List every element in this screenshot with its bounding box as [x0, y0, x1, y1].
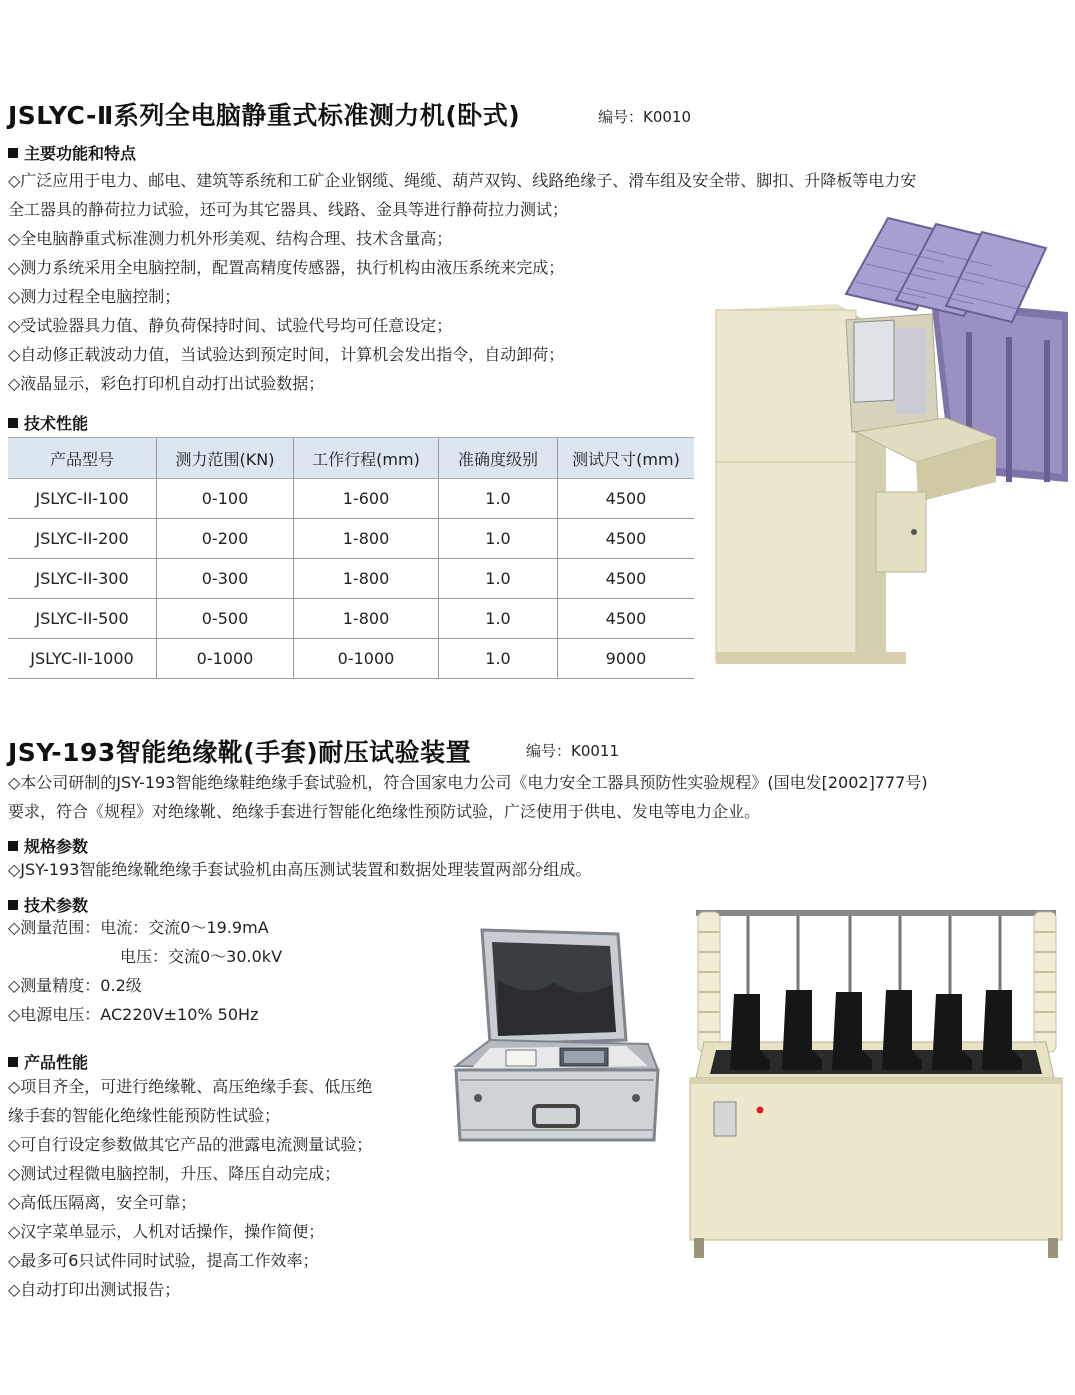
section2-title: JSY-193智能绝缘靴(手套)耐压试验装置: [8, 738, 472, 767]
feature-line: ◇液晶显示，彩色打印机自动打出试验数据；: [8, 374, 325, 393]
feature-line: ◇全电脑静重式标准测力机外形美观、结构合理、技术含量高；: [8, 229, 453, 248]
feature-line: ◇广泛应用于电力、邮电、建筑等系统和工矿企业钢缆、绳缆、葫芦双钩、线路绝缘子、滑车组及安全带、脚扣、升降板等电力安: [8, 171, 917, 190]
section1-tech-heading: 技术性能: [8, 411, 88, 434]
table-cell: 0-100: [157, 479, 294, 519]
table-row: [8, 479, 694, 519]
table-row: [8, 559, 694, 599]
table-cell: 1.0: [439, 519, 558, 559]
section2-tech-heading: 技术参数: [8, 893, 88, 916]
table-header-row: [8, 438, 694, 479]
feature-line: ◇受试验器具力值、静负荷保持时间、试验代号均可任意设定；: [8, 316, 453, 335]
perf-line: ◇汉字菜单显示，人机对话操作，操作简便；: [8, 1222, 325, 1241]
table-cell: 0-200: [157, 519, 294, 559]
table-header-cell: 准确度级别: [439, 438, 558, 479]
table-header-cell: 产品型号: [8, 438, 157, 479]
table-row: [8, 519, 694, 559]
section2-code: 编号：K0011: [526, 742, 620, 760]
table-cell: 4500: [558, 559, 695, 599]
table-header-cell: 测试尺寸(mm): [558, 438, 695, 479]
table-cell: 4500: [558, 519, 695, 559]
table-cell: 0-500: [157, 599, 294, 639]
intro-line: 要求，符合《规程》对绝缘靴、绝缘手套进行智能化绝缘性预防试验，广泛使用于供电、发电等电力企业。: [8, 802, 761, 821]
table-cell: 4500: [558, 599, 695, 639]
feature-line: ◇测力系统采用全电脑控制，配置高精度传感器，执行机构由液压系统来完成；: [8, 258, 565, 277]
section1-title: JSLYC-Ⅱ系列全电脑静重式标准测力机(卧式): [8, 101, 521, 130]
spec-line: ◇JSY-193智能绝缘靴绝缘手套试验机由高压测试装置和数据处理装置两部分组成。: [8, 860, 592, 879]
table-cell: 0-300: [157, 559, 294, 599]
table-cell: 0-1000: [157, 639, 294, 679]
table-cell: 1-800: [294, 519, 439, 559]
table-cell: 1-600: [294, 479, 439, 519]
table-header-cell: 测力范围(KN): [157, 438, 294, 479]
perf-line: ◇测试过程微电脑控制，升压、降压自动完成；: [8, 1164, 341, 1183]
table-cell: 1.0: [439, 639, 558, 679]
table-header-cell: 工作行程(mm): [294, 438, 439, 479]
section2-tech: [8, 913, 282, 1029]
table-row: [8, 639, 694, 679]
perf-line: ◇可自行设定参数做其它产品的泄露电流测量试验；: [8, 1135, 373, 1154]
perf-line: ◇高低压隔离，安全可靠；: [8, 1193, 197, 1212]
boot-tester-photo: [686, 902, 1068, 1262]
table-cell: JSLYC-II-500: [8, 599, 157, 639]
table-cell: 1.0: [439, 559, 558, 599]
section1-code: 编号：K0010: [598, 108, 692, 126]
table-row: [8, 599, 694, 639]
section1-features-heading: 主要功能和特点: [8, 141, 136, 164]
section2-perf: [8, 1072, 372, 1304]
case-photo: [450, 920, 672, 1160]
feature-line: ◇测力过程全电脑控制；: [8, 287, 181, 306]
feature-line: ◇自动修正载波动力值，当试验达到预定时间，计算机会发出指令，自动卸荷；: [8, 345, 565, 364]
perf-line: 缘手套的智能化绝缘性能预防性试验；: [8, 1106, 281, 1125]
spec-table: [8, 437, 694, 679]
feature-line: 全工器具的静荷拉力试验，还可为其它器具、线路、金具等进行静荷拉力测试；: [8, 200, 569, 219]
machine-photo: [706, 212, 1072, 674]
intro-line: ◇本公司研制的JSY-193智能绝缘鞋绝缘手套试验机，符合国家电力公司《电力安全工器具预防性实验规程》(国电发[2002]777号): [8, 773, 928, 792]
perf-line: ◇最多可6只试件同时试验，提高工作效率；: [8, 1251, 319, 1270]
table-cell: 1.0: [439, 479, 558, 519]
table-cell: 1-800: [294, 599, 439, 639]
section2-spec-heading: 规格参数: [8, 834, 88, 857]
tech-line: ◇电源电压：AC220V±10% 50Hz: [8, 1005, 259, 1024]
table-cell: JSLYC-II-300: [8, 559, 157, 599]
table-cell: JSLYC-II-100: [8, 479, 157, 519]
tech-line: ◇测量精度：0.2级: [8, 976, 142, 995]
table-cell: JSLYC-II-1000: [8, 639, 157, 679]
section2-intro: [8, 768, 928, 826]
table-cell: 1-800: [294, 559, 439, 599]
perf-line: ◇自动打印出测试报告；: [8, 1280, 181, 1299]
table-cell: 1.0: [439, 599, 558, 639]
table-cell: 9000: [558, 639, 695, 679]
perf-line: ◇项目齐全，可进行绝缘靴、高压绝缘手套、低压绝: [8, 1077, 373, 1096]
table-cell: 0-1000: [294, 639, 439, 679]
section2-perf-heading: 产品性能: [8, 1050, 88, 1073]
tech-line: ◇测量范围：电流：交流0～19.9mA: [8, 918, 269, 937]
table-cell: JSLYC-II-200: [8, 519, 157, 559]
tech-line: 电压：交流0～30.0kV: [120, 947, 283, 966]
table-cell: 4500: [558, 479, 695, 519]
